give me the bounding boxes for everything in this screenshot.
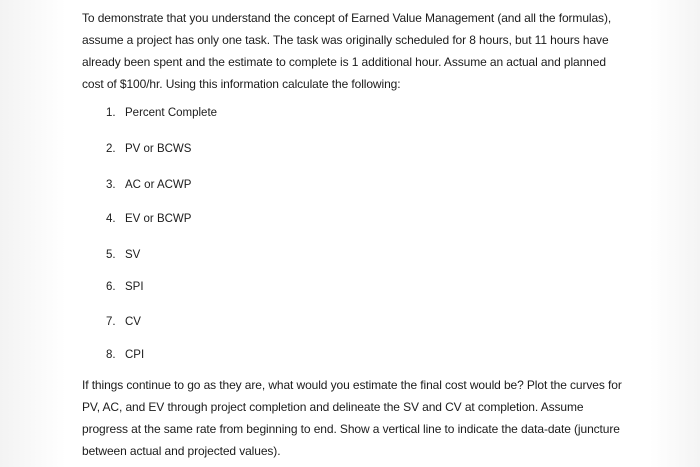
list-item-number: 2.: [106, 143, 116, 155]
page-right-margin: [650, 0, 700, 467]
list-item-number: 3.: [106, 179, 116, 191]
list-item-text: AC or ACWP: [125, 179, 192, 191]
list-item: [106, 249, 140, 261]
list-item-text: Percent Complete: [125, 107, 218, 119]
intro-paragraph: To demonstrate that you understand the concept of Earned Value Management (and all the formulas), assume a project has only one task. The task was originally scheduled for 8 hours, but 11 hours have already been spent and the estimate to complete is 1 additional hour. Assume an actual and planned cost of $100/hr. Using this information calculate the following:: [82, 11, 612, 91]
list-item-number: 8.: [106, 349, 116, 361]
list-item-text: SV: [125, 249, 141, 261]
list-item: [106, 316, 141, 328]
list-item-number: 4.: [106, 213, 116, 225]
list-item-text: SPI: [125, 281, 144, 293]
list-item: [106, 349, 144, 361]
final-paragraph: If things continue to go as they are, what would you estimate the final cost would be? Plot the curves for PV, AC, and EV through project completion and delineate the SV and CV at completion. Assume progress at the same rate from beginning to end. Show a vertical line to indicate the data-date (juncture between actual and projected values).: [82, 378, 622, 458]
page-left-margin: [0, 0, 66, 467]
list-item: [106, 107, 217, 119]
list-item-number: 1.: [106, 107, 116, 119]
list-item-number: 6.: [106, 281, 116, 293]
list-item: [106, 213, 191, 225]
list-item-text: EV or BCWP: [125, 213, 192, 225]
list-item: [106, 143, 191, 155]
list-item-number: 5.: [106, 249, 116, 261]
list-item-number: 7.: [106, 316, 116, 328]
list-item-text: CV: [125, 316, 141, 328]
list-item-text: PV or BCWS: [125, 143, 192, 155]
list-item-text: CPI: [125, 349, 145, 361]
list-item: [106, 179, 191, 191]
list-item: [106, 281, 144, 293]
